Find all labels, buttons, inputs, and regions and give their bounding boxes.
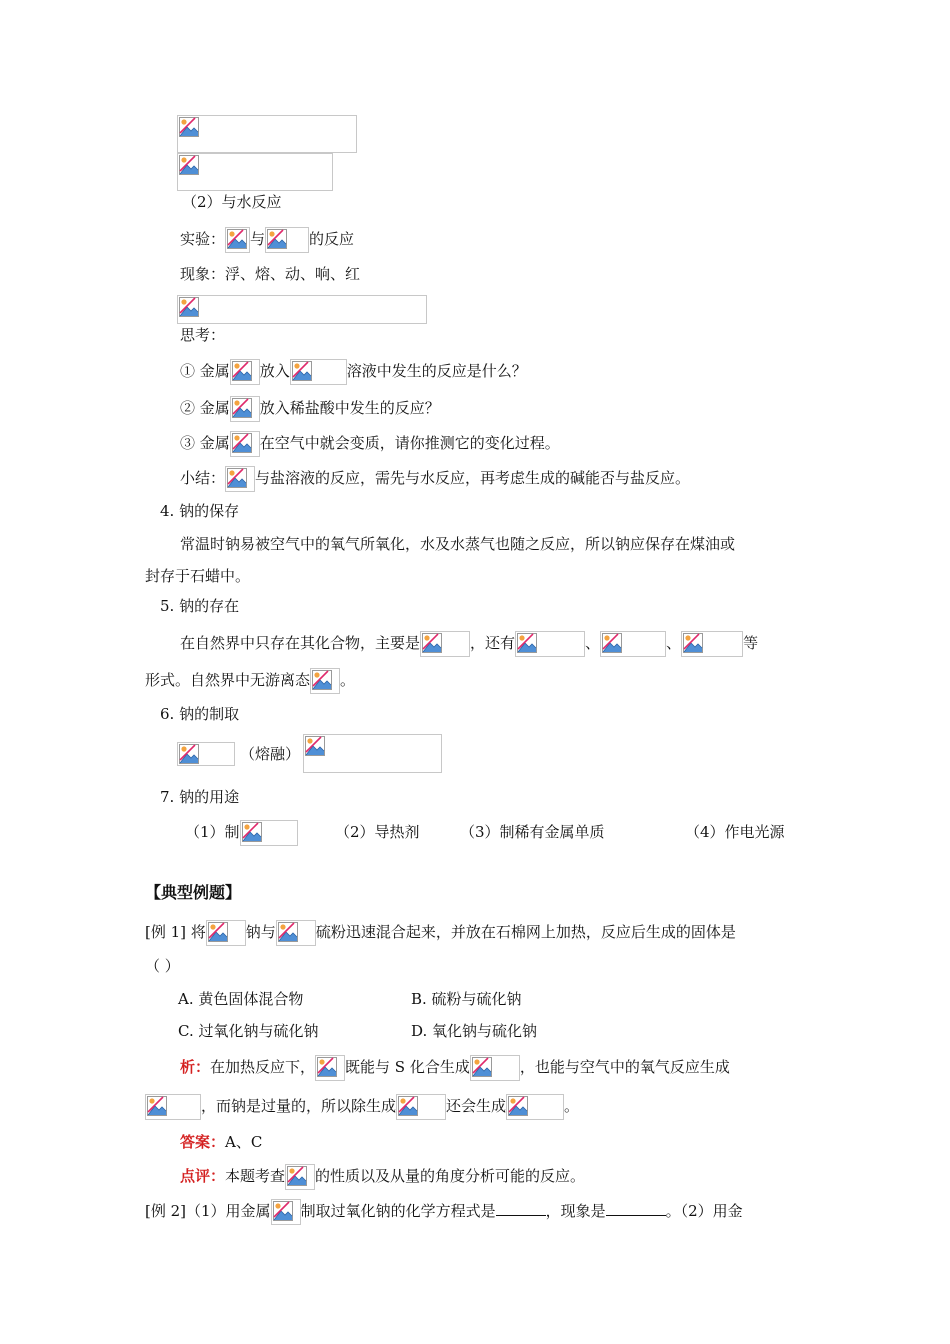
section-heading-storage: 4. 钠的保存 [160, 502, 240, 520]
formula-image [506, 1094, 564, 1120]
broken-image-icon [602, 633, 622, 653]
analysis-line-2: ，而钠是过量的，所以除生成 还会生成 。 [145, 1094, 579, 1120]
broken-image-icon [179, 297, 199, 317]
formula-image [230, 431, 260, 457]
use-3: （3）制稀有金属单质 [460, 823, 605, 841]
example-1-line-1: [例 1] 将 钠与 硫粉迅速混合起来，并放在石棉网上加热，反应后生成的固体是 [145, 920, 736, 946]
formula-image [230, 396, 260, 422]
formula-image [265, 227, 309, 253]
option-a: A. 黄色固体混合物 [178, 990, 304, 1008]
broken-image-icon [305, 736, 325, 756]
storage-paragraph-line-2: 封存于石蜡中。 [145, 567, 251, 585]
formula-image [290, 359, 347, 385]
summary-line: 小结： 与盐溶液的反应，需先与水反应，再考虑生成的碱能否与盐反应。 [180, 466, 690, 492]
formula-image [681, 631, 743, 657]
section-heading-occurrence: 5. 钠的存在 [160, 597, 240, 615]
broken-image-icon [312, 670, 332, 690]
option-c: C. 过氧化钠与硫化钠 [178, 1022, 319, 1040]
broken-image-icon [683, 633, 703, 653]
broken-image-icon [273, 1201, 293, 1221]
answer-label: 答案： [180, 1133, 226, 1151]
formula-image [310, 668, 340, 694]
occurrence-line-2: 形式。自然界中无游离态 。 [145, 668, 355, 694]
phenomenon-text: 现象：浮、熔、动、响、红 [180, 265, 361, 283]
section-heading-water: （2）与水反应 [182, 193, 282, 211]
broken-image-icon [267, 229, 287, 249]
broken-image-icon [147, 1096, 167, 1116]
formula-image [177, 742, 235, 766]
formula-image [206, 920, 246, 946]
broken-image-icon [472, 1057, 492, 1077]
equation-image [177, 295, 427, 324]
comment-line: 点评：本题考查 的性质以及从量的角度分析可能的反应。 [180, 1164, 585, 1190]
storage-paragraph-line-1: 常温时钠易被空气中的氧气所氧化，水及水蒸气也随之反应，所以钠应保存在煤油或 [180, 535, 736, 553]
molten-label: （熔融） [240, 745, 301, 763]
comment-label: 点评： [180, 1167, 226, 1185]
formula-image [177, 153, 333, 191]
examples-heading: 【典型例题】 [145, 883, 242, 902]
broken-image-icon [179, 744, 199, 764]
broken-image-icon [232, 398, 252, 418]
example-2-line-1: [例 2]（1）用金属 制取过氧化钠的化学方程式是 ，现象是 。（2）用金 [145, 1199, 743, 1225]
broken-image-icon [508, 1096, 528, 1116]
equation-image [303, 734, 442, 773]
broken-image-icon [317, 1057, 337, 1077]
option-b: B. 硫粉与硫化钠 [411, 990, 522, 1008]
example-1-answer-paren: （ ） [145, 957, 180, 975]
broken-image-icon [227, 468, 247, 488]
formula-image [177, 115, 357, 153]
formula-image [285, 1164, 315, 1190]
broken-image-icon [242, 822, 262, 842]
section-heading-uses: 7. 钠的用途 [160, 788, 240, 806]
formula-image [396, 1094, 446, 1120]
broken-image-icon [292, 361, 312, 381]
formula-image [470, 1055, 520, 1081]
section-heading-production: 6. 钠的制取 [160, 705, 240, 723]
formula-image [271, 1199, 301, 1225]
broken-image-icon [227, 229, 247, 249]
occurrence-line-1: 在自然界中只存在其化合物，主要是 ，还有 、 、 等 [180, 631, 758, 657]
broken-image-icon [179, 155, 199, 175]
use-2: （2）导热剂 [335, 823, 420, 841]
formula-image [225, 227, 250, 253]
question-1: ① 金属 放入 溶液中发生的反应是什么？ [180, 359, 527, 385]
experiment-line: 实验： 与 的反应 [180, 227, 354, 253]
broken-image-icon [287, 1166, 307, 1186]
formula-image [420, 631, 470, 657]
analysis-line-1: 析：在加热反应下， 既能与 S 化合生成 ，也能与空气中的氧气反应生成 [180, 1055, 730, 1081]
answer-line: 答案：A、C [180, 1133, 263, 1151]
use-4: （4）作电光源 [685, 823, 785, 841]
broken-image-icon [208, 922, 228, 942]
use-1: （1）制 [185, 820, 298, 846]
formula-image [240, 820, 298, 846]
broken-image-icon [232, 433, 252, 453]
question-2: ② 金属 放入稀盐酸中发生的反应？ [180, 396, 440, 422]
broken-image-icon [398, 1096, 418, 1116]
formula-image [145, 1094, 201, 1120]
broken-image-icon [422, 633, 442, 653]
analysis-label: 析： [180, 1058, 211, 1076]
answer-blank [496, 1201, 546, 1216]
question-3: ③ 金属 在空气中就会变质，请你推测它的变化过程。 [180, 431, 560, 457]
formula-image [315, 1055, 345, 1081]
broken-image-icon [232, 361, 252, 381]
formula-image [230, 359, 260, 385]
broken-image-icon [278, 922, 298, 942]
think-label: 思考： [180, 326, 226, 344]
formula-image [225, 466, 255, 492]
formula-image [600, 631, 666, 657]
formula-image [276, 920, 316, 946]
answer-blank [606, 1201, 666, 1216]
option-d: D. 氧化钠与硫化钠 [411, 1022, 538, 1040]
formula-image [515, 631, 585, 657]
broken-image-icon [179, 117, 199, 137]
broken-image-icon [517, 633, 537, 653]
